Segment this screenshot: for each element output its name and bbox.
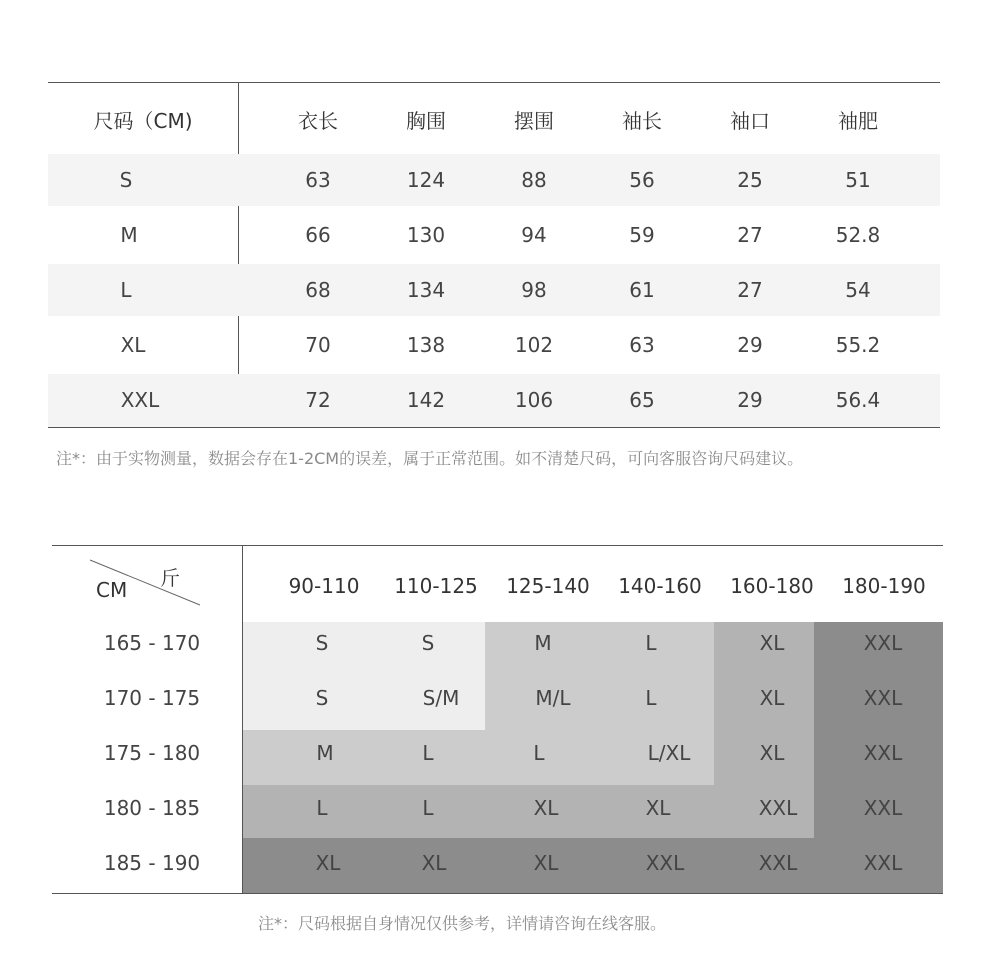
table-cell: 94 (521, 223, 547, 247)
height-range-label: 180 - 185 (103, 796, 201, 820)
size-cell: S (315, 686, 329, 710)
size-cell: L (316, 796, 328, 820)
weight-column-header: 180-190 (842, 574, 926, 598)
size-cell: XL (645, 796, 671, 820)
table-cell: 51 (845, 168, 871, 192)
size-cell: L/XL (647, 741, 691, 765)
table-cell: 66 (305, 223, 331, 247)
size-cell: L (533, 741, 545, 765)
size-cell: M (316, 741, 334, 765)
table-cell: 63 (305, 168, 331, 192)
table-cell: 68 (305, 278, 331, 302)
table-cell: 29 (737, 333, 763, 357)
column-header: 摆围 (514, 108, 554, 133)
weight-column-header: 140-160 (618, 574, 702, 598)
size-label: L (120, 278, 132, 302)
size-label: M (120, 223, 138, 247)
size-cell: M/L (535, 686, 571, 710)
size-cell: L (645, 631, 657, 655)
table-cell: 106 (514, 388, 554, 412)
measurement-note: 注*：由于实物测量，数据会存在1-2CM的误差，属于正常范围。如不清楚尺码，可向客服咨询尺码建议。 (56, 449, 804, 468)
table-cell: 59 (629, 223, 655, 247)
table-cell: 102 (514, 333, 554, 357)
table-cell: 56.4 (835, 388, 881, 412)
table2-top-border (52, 545, 943, 546)
table-cell: 52.8 (835, 223, 881, 247)
size-label: XXL (120, 388, 160, 412)
table1-bottom-border (48, 427, 940, 428)
size-label: S (119, 168, 133, 192)
table1-top-border (48, 82, 940, 83)
size-cell: XXL (758, 796, 798, 820)
table-cell: 88 (521, 168, 547, 192)
table-cell: 130 (406, 223, 446, 247)
size-cell: XL (315, 851, 341, 875)
table-cell: 27 (737, 278, 763, 302)
table-cell: 124 (406, 168, 446, 192)
weight-column-header: 110-125 (394, 574, 478, 598)
corner-weight-label: 斤 (160, 566, 180, 590)
size-cell: XXL (863, 741, 903, 765)
size-cell: XXL (863, 686, 903, 710)
column-header: 胸围 (406, 108, 446, 133)
column-header: 衣长 (298, 108, 338, 133)
size-cell: XL (759, 686, 785, 710)
size-cell: XXL (863, 796, 903, 820)
table-cell: 142 (406, 388, 446, 412)
table-cell: 70 (305, 333, 331, 357)
table-cell: 54 (845, 278, 871, 302)
table-cell: 65 (629, 388, 655, 412)
height-range-label: 165 - 170 (103, 631, 201, 655)
size-cell: XL (533, 796, 559, 820)
table-cell: 27 (737, 223, 763, 247)
table-cell: 72 (305, 388, 331, 412)
column-header: 袖肥 (838, 108, 878, 133)
table-cell: 61 (629, 278, 655, 302)
table-cell: 55.2 (835, 333, 881, 357)
size-cell: S/M (422, 686, 460, 710)
weight-column-header: 160-180 (730, 574, 814, 598)
size-cell: XL (421, 851, 447, 875)
column-header: 袖长 (622, 108, 662, 133)
size-cell: XXL (863, 631, 903, 655)
height-range-label: 185 - 190 (103, 851, 201, 875)
size-cell: S (315, 631, 329, 655)
size-cell: L (422, 796, 434, 820)
table1-corner-header: 尺码（CM) (93, 108, 193, 133)
table-cell: 63 (629, 333, 655, 357)
recommendation-note: 注*：尺码根据自身情况仅供参考，详情请咨询在线客服。 (258, 914, 667, 933)
table-cell: 98 (521, 278, 547, 302)
weight-column-header: 90-110 (288, 574, 360, 598)
table-cell: 25 (737, 168, 763, 192)
table-cell: 29 (737, 388, 763, 412)
size-cell: XL (533, 851, 559, 875)
table2-bottom-border (52, 893, 943, 894)
column-header: 袖口 (730, 108, 770, 133)
table-cell: 56 (629, 168, 655, 192)
size-cell: L (422, 741, 434, 765)
size-cell: XL (759, 631, 785, 655)
size-cell: XL (759, 741, 785, 765)
size-cell: XXL (758, 851, 798, 875)
table-cell: 134 (406, 278, 446, 302)
size-cell: L (645, 686, 657, 710)
corner-height-label: CM (96, 578, 128, 602)
size-cell: XXL (863, 851, 903, 875)
table-cell: 138 (406, 333, 446, 357)
height-range-label: 170 - 175 (103, 686, 201, 710)
height-range-label: 175 - 180 (103, 741, 201, 765)
size-cell: M (534, 631, 552, 655)
size-label: XL (120, 333, 146, 357)
size-cell: XXL (645, 851, 685, 875)
size-cell: S (421, 631, 435, 655)
weight-column-header: 125-140 (506, 574, 590, 598)
